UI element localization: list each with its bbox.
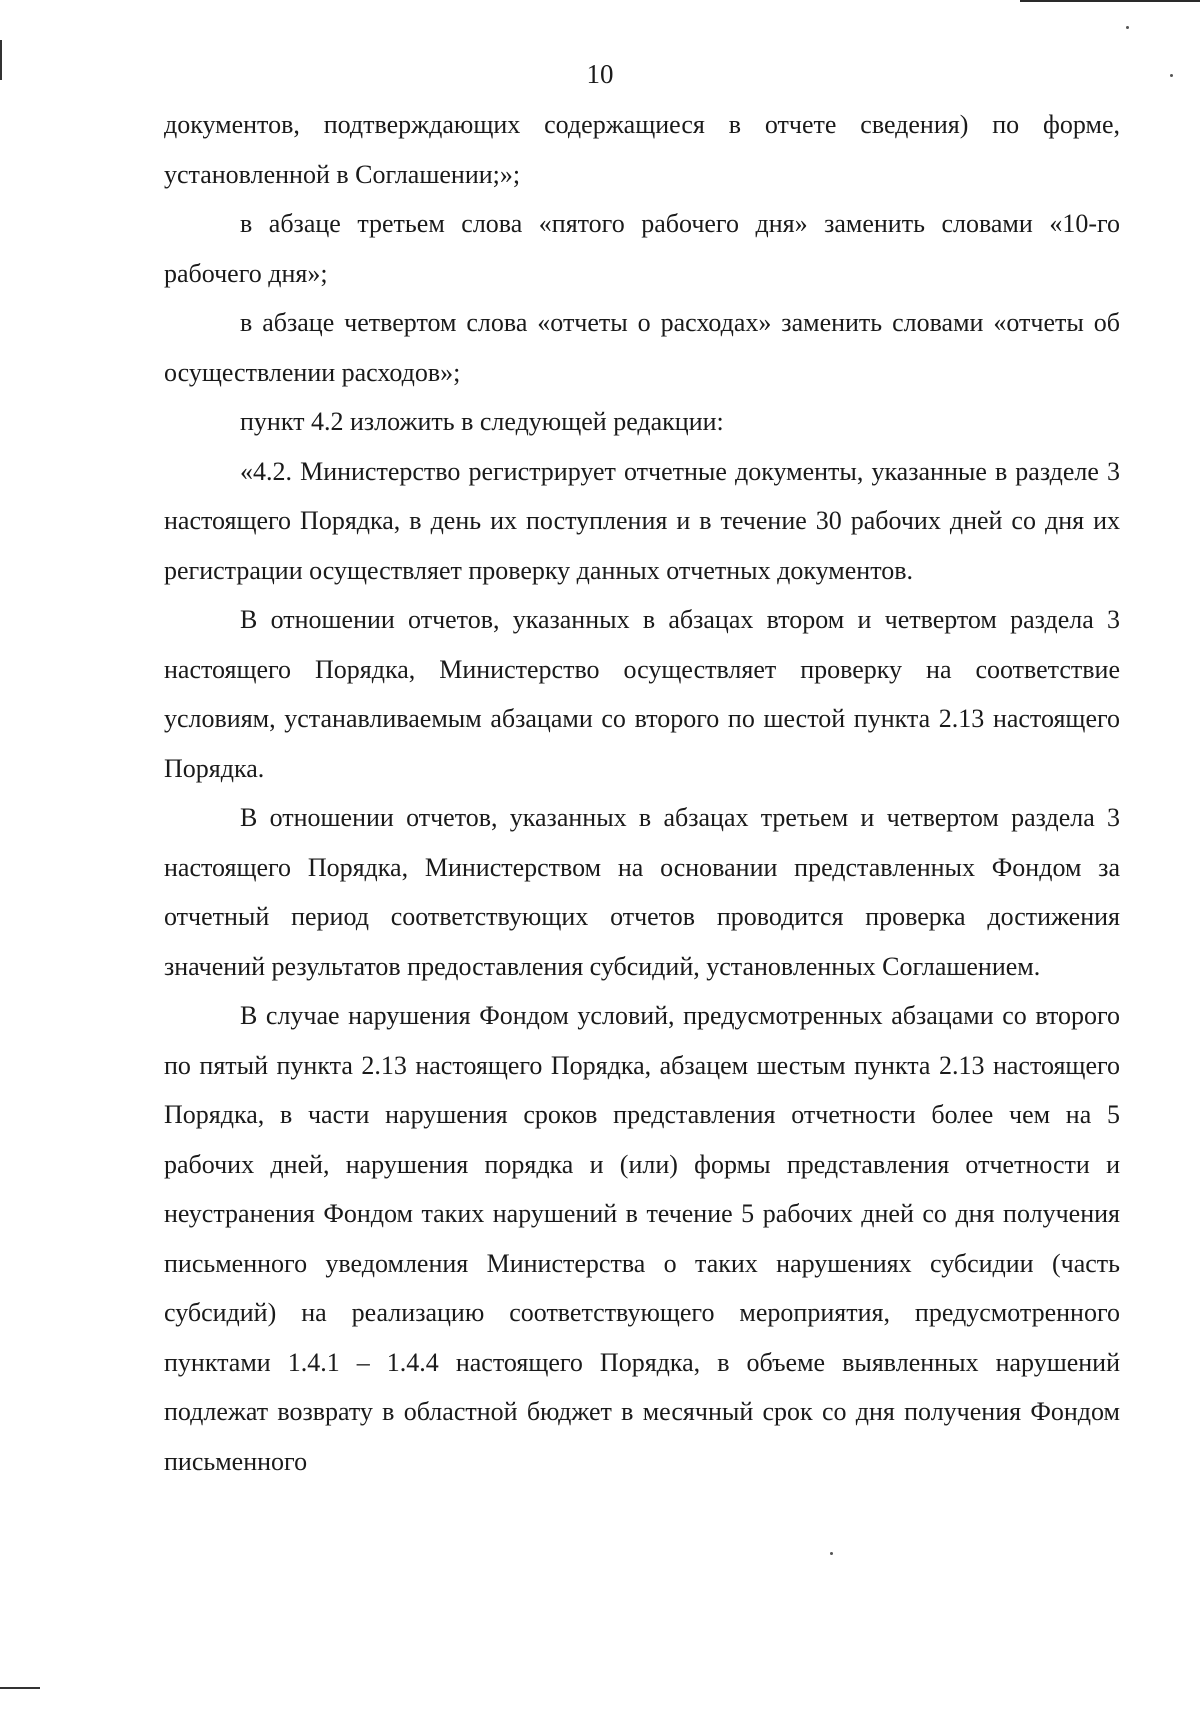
scan-speck [830, 1552, 833, 1555]
scan-speck [1126, 26, 1129, 29]
paragraph: в абзаце третьем слова «пятого рабочего дня» заменить словами «10-го рабочего дня»; [164, 209, 1120, 288]
paragraph: В отношении отчетов, указанных в абзацах третьем и четвертом раздела 3 настоящего Порядка, Министерством на основании представленных Фондом за отчетный период соответствующих отчетов проводится проверка достижения значений результатов предоставления субсидий, установленных Соглашением. [164, 803, 1120, 981]
document-body [164, 100, 1120, 1486]
scan-edge-top [1020, 0, 1200, 2]
scan-edge-bottom [0, 1687, 40, 1689]
paragraph: в абзаце четвертом слова «отчеты о расходах» заменить словами «отчеты об осуществлении расходов»; [164, 308, 1120, 387]
paragraph: В случае нарушения Фондом условий, предусмотренных абзацами со второго по пятый пункта 2.13 настоящего Порядка, абзацем шестым пункта 2.13 настоящего Порядка, в части нарушения сроков представления отчетности более чем на 5 рабочих дней, нарушения порядка и (или) формы представления отчетности и неустранения Фондом таких нарушений в течение 5 рабочих дней со дня получения письменного уведомления Министерства о таких нарушениях субсидии (часть субсидий) на реализацию соответствующего мероприятия, предусмотренного пунктами 1.4.1 – 1.4.4 настоящего Порядка, в объеме выявленных нарушений подлежат возврату в областной бюджет в месячный срок со дня получения Фондом письменного [164, 1001, 1120, 1476]
page-number: 10 [586, 59, 614, 89]
paragraph: пункт 4.2 изложить в следующей редакции: [240, 407, 724, 436]
paragraph: «4.2. Министерство регистрирует отчетные документы, указанные в разделе 3 настоящего Порядка, в день их поступления и в течение 30 рабочих дней со дня их регистрации осуществляет проверку данных отчетных документов. [164, 456, 1120, 585]
paragraph: В отношении отчетов, указанных в абзацах втором и четвертом раздела 3 настоящего Порядка, Министерство осуществляет проверку на соответствие условиям, устанавливаемым абзацами со второго по шестой пункта 2.13 настоящего Порядка. [164, 605, 1120, 783]
paragraph: документов, подтверждающих содержащиеся в отчете сведения) по форме, установленной в Соглашении;»; [164, 110, 1120, 189]
